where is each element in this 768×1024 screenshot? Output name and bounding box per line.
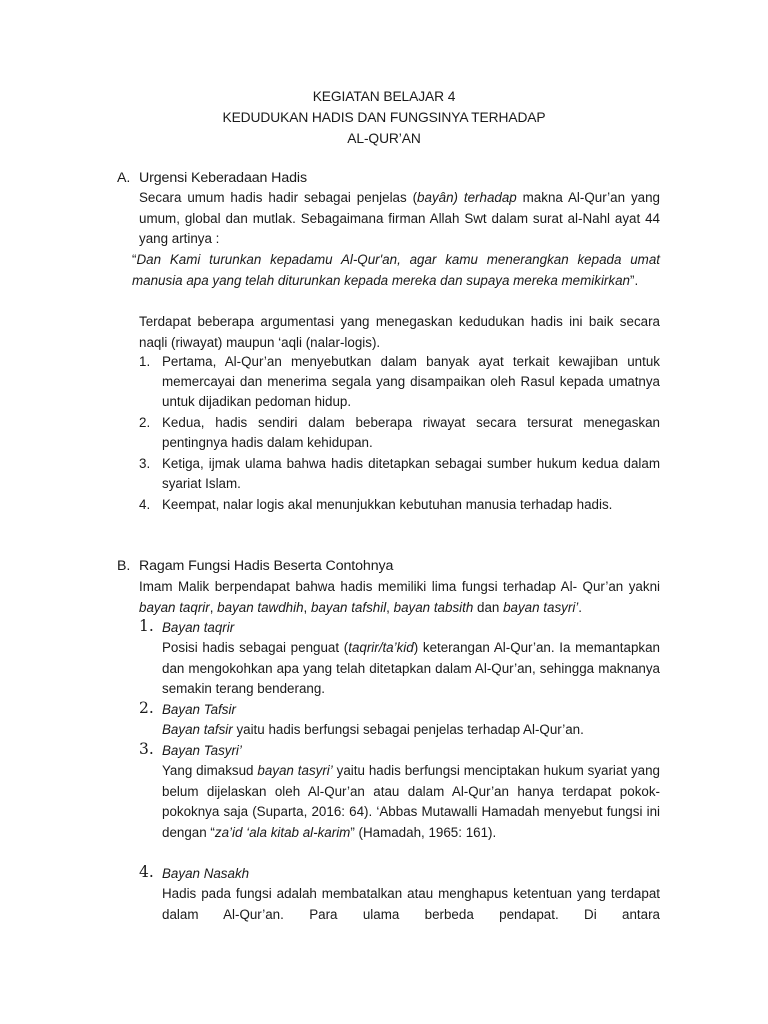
section-a-argument: Terdapat beberapa argumentasi yang menegaskan kedudukan hadis ini baik secara naqli (riwayat) maupun ‘aqli (nalar-logis).	[139, 314, 660, 350]
section-b-letter: B.	[117, 558, 131, 574]
argument-list	[139, 352, 660, 515]
function-title: Bayan taqrir	[162, 620, 235, 635]
list-item: 4. Keempat, nalar logis akal menunjukkan kebutuhan manusia terhadap hadis.	[139, 497, 613, 512]
list-item: 3. Ketiga, ijmak ulama bahwa hadis ditetapkan sebagai sumber hukum kedua dalam syariat Islam.	[139, 456, 660, 491]
document-page: KEGIATAN BELAJAR 4 KEDUDUKAN HADIS DAN FUNGSINYA TERHADAP AL-QUR’AN A. Urgensi Keberadaan Hadis Secara umum hadis hadir sebagai penjelas (bayân) terhadap makna Al-Qur’an yang umum, global dan mutlak. Sebagaimana firman Allah Swt dalam surat al-Nahl ayat 44 yang artinya : “Dan Kami turunkan kepadamu Al-Qur'an, agar kamu menerangkan kepada umat manusia apa yang telah diturunkan kepada mereka dan supaya mereka memikirkan”. Terdapat beberapa argumentasi yang menegaskan kedudukan hadis ini baik secara naqli (riwayat) maupun ‘aqli (nalar-logis). 1. Pertama, Al-Qur’an menyebutkan dalam banyak ayat terkait kewajiban untuk memercayai dan menerima segala yang disampaikan oleh Rasul kepada umatnya untuk dijadikan pedoman hidup. 2. Kedua, hadis sendiri dalam beberapa riwayat secara tersurat menegaskan pentingnya hadis dalam kehidupan. 3. Ketiga, ijmak ulama bahwa hadis ditetapkan sebagai sumber hukum kedua dalam syariat Islam. 4. Keempat, nalar logis akal menunjukkan kebutuhan manusia terhadap hadis. B. Ragam Fungsi Hadis Beserta Contohnya Imam Malik berpendapat bahwa hadis memiliki lima fungsi terhadap Al- Qur’an yakni bayan taqrir, bayan tawdhih, bayan tafshil, bayan tabsith dan bayan tasyri’. 1. Bayan taqrir Posisi hadis sebagai penguat (taqrir/ta’kid) keterangan Al-Qur’an. Ia memantapkan dan mengokohkan apa yang telah ditetapkan dalam Al-Qur’an, sehingga maknanya semakin terang benderang. 2. Bayan Tafsir Bayan tafsir yaitu hadis berfungsi sebagai penjelas terhadap Al-Qur’an. 3. Bayan Tasyri’ Yang dimaksud bayan tasyri’ yaitu hadis berfungsi menciptakan hukum syariat yang belum dijelaskan oleh Al-Qur’an atau dalam Al-Qur’an hanya terdapat pokok-pokoknya saja (Suparta, 2016: 64). ‘Abbas Mutawalli Hamadah menyebut fungsi ini dengan “za’id ‘ala kitab al-karim” (Hamadah, 1965: 161). 4. Bayan Nasakh Hadis pada fungsi adalah membatalkan atau menghapus ketentuan yang terdapat dalam Al-Qur’an. Para ulama berbeda pendapat. Di antara	[0, 0, 768, 1024]
section-a-title: Urgensi Keberadaan Hadis	[139, 170, 307, 186]
quran-quote: “Dan Kami turunkan kepadamu Al-Qur'an, agar kamu menerangkan kepada umat manusia apa yang telah diturunkan kepada mereka dan supaya mereka memikirkan”.	[132, 252, 660, 288]
section-b-heading	[117, 556, 393, 576]
function-title: Bayan Tasyri’	[162, 743, 242, 758]
title-line-2: KEDUDUKAN HADIS DAN FUNGSINYA TERHADAP	[222, 110, 546, 125]
function-body-tafsir: Bayan tafsir yaitu hadis berfungsi sebagai penjelas terhadap Al-Qur’an.	[162, 722, 584, 737]
function-title: Bayan Tafsir	[162, 702, 236, 717]
function-body-tasyri: Yang dimaksud bayan tasyri’ yaitu hadis berfungsi menciptakan hukum syariat yang belum dijelaskan oleh Al-Qur’an atau dalam Al-Qur’an hanya terdapat pokok-pokoknya saja (Suparta, 2016: 64). ‘Abbas Mutawalli Hamadah menyebut fungsi ini dengan “za’id ‘ala kitab al-karim” (Hamadah, 1965: 161).	[162, 763, 660, 840]
function-title: Bayan Nasakh	[162, 866, 250, 881]
section-a-intro: Secara umum hadis hadir sebagai penjelas (bayân) terhadap makna Al-Qur’an yang umum, global dan mutlak. Sebagaimana firman Allah Swt dalam surat al-Nahl ayat 44 yang artinya :	[139, 190, 660, 246]
list-item: 2. Kedua, hadis sendiri dalam beberapa riwayat secara tersurat menegaskan pentingnya hadis dalam kehidupan.	[139, 415, 660, 450]
section-b-title: Ragam Fungsi Hadis Beserta Contohnya	[139, 558, 394, 574]
section-a-heading	[117, 168, 307, 188]
section-b-intro: Imam Malik berpendapat bahwa hadis memiliki lima fungsi terhadap Al- Qur’an yakni bayan taqrir, bayan tawdhih, bayan tafshil, bayan tabsith dan bayan tasyri’.	[139, 579, 660, 615]
function-body-taqrir: Posisi hadis sebagai penguat (taqrir/ta’kid) keterangan Al-Qur’an. Ia memantapkan dan mengokohkan apa yang telah ditetapkan dalam Al-Qur’an, sehingga maknanya semakin terang benderang.	[162, 640, 660, 696]
title-line-3: AL-QUR’AN	[347, 131, 421, 146]
section-a-letter: A.	[117, 170, 131, 186]
list-item: 1. Pertama, Al-Qur’an menyebutkan dalam banyak ayat terkait kewajiban untuk memercayai dan menerima segala yang disampaikan oleh Rasul kepada umatnya untuk dijadikan pedoman hidup.	[139, 354, 660, 409]
function-body-nasakh: Hadis pada fungsi adalah membatalkan atau menghapus ketentuan yang terdapat dalam Al-Qur’an. Para ulama berbeda pendapat. Di antara	[162, 886, 660, 922]
title-line-1: KEGIATAN BELAJAR 4	[312, 89, 456, 104]
page-title	[0, 86, 768, 149]
